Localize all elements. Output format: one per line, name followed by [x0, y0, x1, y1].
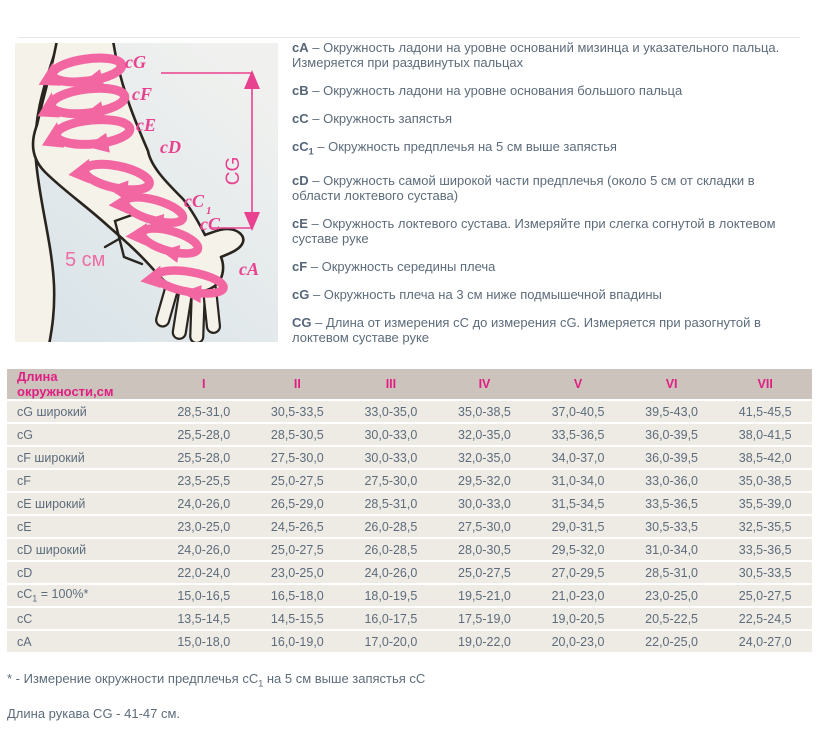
size-range-cell: 29,5-32,0 — [531, 539, 625, 560]
top-divider — [18, 37, 800, 38]
size-range-cell: 27,0-29,5 — [531, 562, 625, 583]
size-range-cell: 33,5-36,5 — [625, 493, 719, 514]
size-range-cell: 28,5-31,0 — [157, 401, 251, 422]
size-range-cell: 22,0-24,0 — [157, 562, 251, 583]
table-row — [7, 516, 812, 537]
size-range-cell: 16,0-19,0 — [251, 631, 345, 652]
row-label: cF широкий — [7, 447, 157, 468]
size-range-cell: 37,0-40,5 — [531, 401, 625, 422]
size-range-cell: 13,5-14,5 — [157, 608, 251, 629]
band-label-cc: cC — [200, 214, 220, 234]
size-range-cell: 24,0-27,0 — [718, 631, 812, 652]
measurement-description: CG – Длина от измерения cC до измерения cG. Измеряется при разогнутой в локтевом суставе руке — [292, 314, 761, 345]
size-range-cell: 20,5-22,5 — [625, 608, 719, 629]
measurement-description: cD – Окружность самой широкой части предплечья (около 5 см от складки в области локтевого сустава) — [292, 172, 755, 203]
footnote-sleeve-length: Длина рукава CG - 41-47 см. — [7, 705, 181, 721]
size-range-cell: 28,5-31,0 — [344, 493, 438, 514]
size-range-cell: 16,0-17,5 — [344, 608, 438, 629]
size-range-cell: 33,5-36,5 — [718, 539, 812, 560]
size-range-cell: 24,0-26,0 — [157, 493, 251, 514]
size-range-cell: 30,5-33,5 — [718, 562, 812, 583]
arm-measurement-diagram — [15, 43, 278, 342]
size-range-cell: 14,5-15,5 — [251, 608, 345, 629]
size-range-cell: 30,0-33,0 — [344, 447, 438, 468]
size-range-cell: 34,0-37,0 — [531, 447, 625, 468]
size-range-cell: 24,0-26,0 — [344, 562, 438, 583]
size-range-cell: 27,5-30,0 — [251, 447, 345, 468]
size-range-cell: 23,0-25,0 — [251, 562, 345, 583]
footnotes — [7, 671, 812, 721]
size-range-cell: 17,5-19,0 — [438, 608, 532, 629]
size-range-cell: 32,5-35,5 — [718, 516, 812, 537]
size-range-cell: 32,0-35,0 — [438, 447, 532, 468]
size-range-cell: 25,5-28,0 — [157, 424, 251, 445]
size-range-cell: 36,0-39,5 — [625, 424, 719, 445]
size-column-header: VII — [718, 369, 812, 399]
size-range-cell: 29,5-32,0 — [438, 470, 532, 491]
table-row — [7, 585, 812, 606]
size-range-cell: 26,5-29,0 — [251, 493, 345, 514]
size-range-cell: 23,0-25,0 — [157, 516, 251, 537]
size-range-cell: 35,0-38,5 — [718, 470, 812, 491]
table-row — [7, 539, 812, 560]
table-row — [7, 493, 812, 514]
size-range-cell: 30,5-33,5 — [251, 401, 345, 422]
size-range-cell: 39,5-43,0 — [625, 401, 719, 422]
size-column-header: V — [531, 369, 625, 399]
size-range-cell: 28,5-31,0 — [625, 562, 719, 583]
band-label-ce: cE — [136, 115, 156, 135]
band-label-cg: cG — [125, 52, 146, 72]
size-range-cell: 30,0-33,0 — [438, 493, 532, 514]
size-range-cell: 31,0-34,0 — [625, 539, 719, 560]
cg-length-label: CG — [223, 156, 244, 186]
table-row — [7, 424, 812, 445]
size-range-cell: 24,5-26,5 — [251, 516, 345, 537]
band-label-cf: cF — [132, 84, 152, 104]
size-range-cell: 25,5-28,0 — [157, 447, 251, 468]
row-label: cC — [7, 608, 157, 629]
table-row — [7, 401, 812, 422]
table-row — [7, 447, 812, 468]
size-range-cell: 23,5-25,5 — [157, 470, 251, 491]
measurement-description: cF – Окружность середины плеча — [292, 258, 496, 274]
band-label-cd: cD — [160, 137, 181, 157]
size-column-header: III — [344, 369, 438, 399]
size-column-header: II — [251, 369, 345, 399]
row-label: cF — [7, 470, 157, 491]
footnote-measurement: * - Измерение окружности предплечья $cC_1$ на 5 см выше запястья cC — [7, 671, 426, 689]
size-range-cell: 38,5-42,0 — [718, 447, 812, 468]
band-label-ca: cA — [239, 259, 259, 279]
size-range-cell: 33,0-36,0 — [625, 470, 719, 491]
size-column-header: IV — [438, 369, 532, 399]
size-range-cell: 41,5-45,5 — [718, 401, 812, 422]
size-range-cell: 17,0-20,0 — [344, 631, 438, 652]
measurement-description: cE – Окружность локтевого сустава. Измеряйте при слегка согнутой в локтевом суставе руке — [292, 215, 776, 246]
row-label: cA — [7, 631, 157, 652]
size-range-cell: 29,0-31,5 — [531, 516, 625, 537]
size-range-cell: 28,0-30,5 — [438, 539, 532, 560]
table-row — [7, 562, 812, 583]
size-range-cell: 15,0-18,0 — [157, 631, 251, 652]
table-row — [7, 608, 812, 629]
size-range-cell: 33,0-35,0 — [344, 401, 438, 422]
size-table-section — [7, 367, 812, 735]
band-label-cc1: cC — [184, 191, 204, 211]
measurement-description: cA – Окружность ладони на уровне оснований мизинца и указательного пальца. Измеряется при раздвинутых пальцах — [292, 40, 780, 70]
table-row — [7, 470, 812, 491]
size-range-cell: 32,0-35,0 — [438, 424, 532, 445]
size-range-cell: 18,0-19,5 — [344, 585, 438, 606]
table-header-label: Длина окружности,см — [7, 369, 157, 399]
row-label: $cC_1 = 100\%*$ — [7, 585, 157, 606]
size-range-cell: 24,0-26,0 — [157, 539, 251, 560]
row-label: cG — [7, 424, 157, 445]
measurement-description: cB – Окружность ладони на уровне основания большого пальца — [292, 83, 683, 98]
size-range-cell: 27,5-30,0 — [344, 470, 438, 491]
size-range-cell: 28,5-30,5 — [251, 424, 345, 445]
size-range-cell: 35,5-39,0 — [718, 493, 812, 514]
size-range-cell: 23,0-25,0 — [625, 585, 719, 606]
measurement-description: cG – Окружность плеча на 3 см ниже подмышечной впадины — [292, 286, 662, 302]
row-label: cG широкий — [7, 401, 157, 422]
five-cm-label: 5 см — [65, 249, 106, 271]
band-label-cc1-sub: 1 — [206, 205, 212, 217]
size-range-cell: 26,0-28,5 — [344, 516, 438, 537]
row-label: cE — [7, 516, 157, 537]
table-row — [7, 631, 812, 652]
size-range-cell: 36,0-39,5 — [625, 447, 719, 468]
size-range-cell: 21,0-23,0 — [531, 585, 625, 606]
size-range-cell: 25,0-27,5 — [438, 562, 532, 583]
size-range-cell: 35,0-38,5 — [438, 401, 532, 422]
size-range-cell: 19,5-21,0 — [438, 585, 532, 606]
size-table — [7, 367, 812, 654]
measurement-description: $cC_1$ – Окружность предплечья на 5 см выше запястья — [292, 139, 617, 157]
size-range-cell: 19,0-22,0 — [438, 631, 532, 652]
size-range-cell: 25,0-27,5 — [251, 539, 345, 560]
size-column-header: VI — [625, 369, 719, 399]
size-range-cell: 19,0-20,5 — [531, 608, 625, 629]
size-range-cell: 22,5-24,5 — [718, 608, 812, 629]
size-range-cell: 38,0-41,5 — [718, 424, 812, 445]
row-label: cE широкий — [7, 493, 157, 514]
size-range-cell: 20,0-23,0 — [531, 631, 625, 652]
size-range-cell: 25,0-27,5 — [251, 470, 345, 491]
size-range-cell: 22,0-25,0 — [625, 631, 719, 652]
size-range-cell: 27,5-30,0 — [438, 516, 532, 537]
size-range-cell: 15,0-16,5 — [157, 585, 251, 606]
size-table-header-row — [7, 369, 812, 399]
size-range-cell: 26,0-28,5 — [344, 539, 438, 560]
size-range-cell: 31,0-34,0 — [531, 470, 625, 491]
size-range-cell: 30,5-33,5 — [625, 516, 719, 537]
row-label: cD широкий — [7, 539, 157, 560]
size-range-cell: 31,5-34,5 — [531, 493, 625, 514]
size-range-cell: 16,5-18,0 — [251, 585, 345, 606]
size-range-cell: 30,0-33,0 — [344, 424, 438, 445]
size-range-cell: 25,0-27,5 — [718, 585, 812, 606]
size-range-cell: 33,5-36,5 — [531, 424, 625, 445]
size-column-header: I — [157, 369, 251, 399]
measurement-descriptions — [292, 40, 804, 358]
row-label: cD — [7, 562, 157, 583]
measurement-description: cC – Окружность запястья — [292, 111, 453, 126]
arm-illustration — [15, 43, 278, 342]
